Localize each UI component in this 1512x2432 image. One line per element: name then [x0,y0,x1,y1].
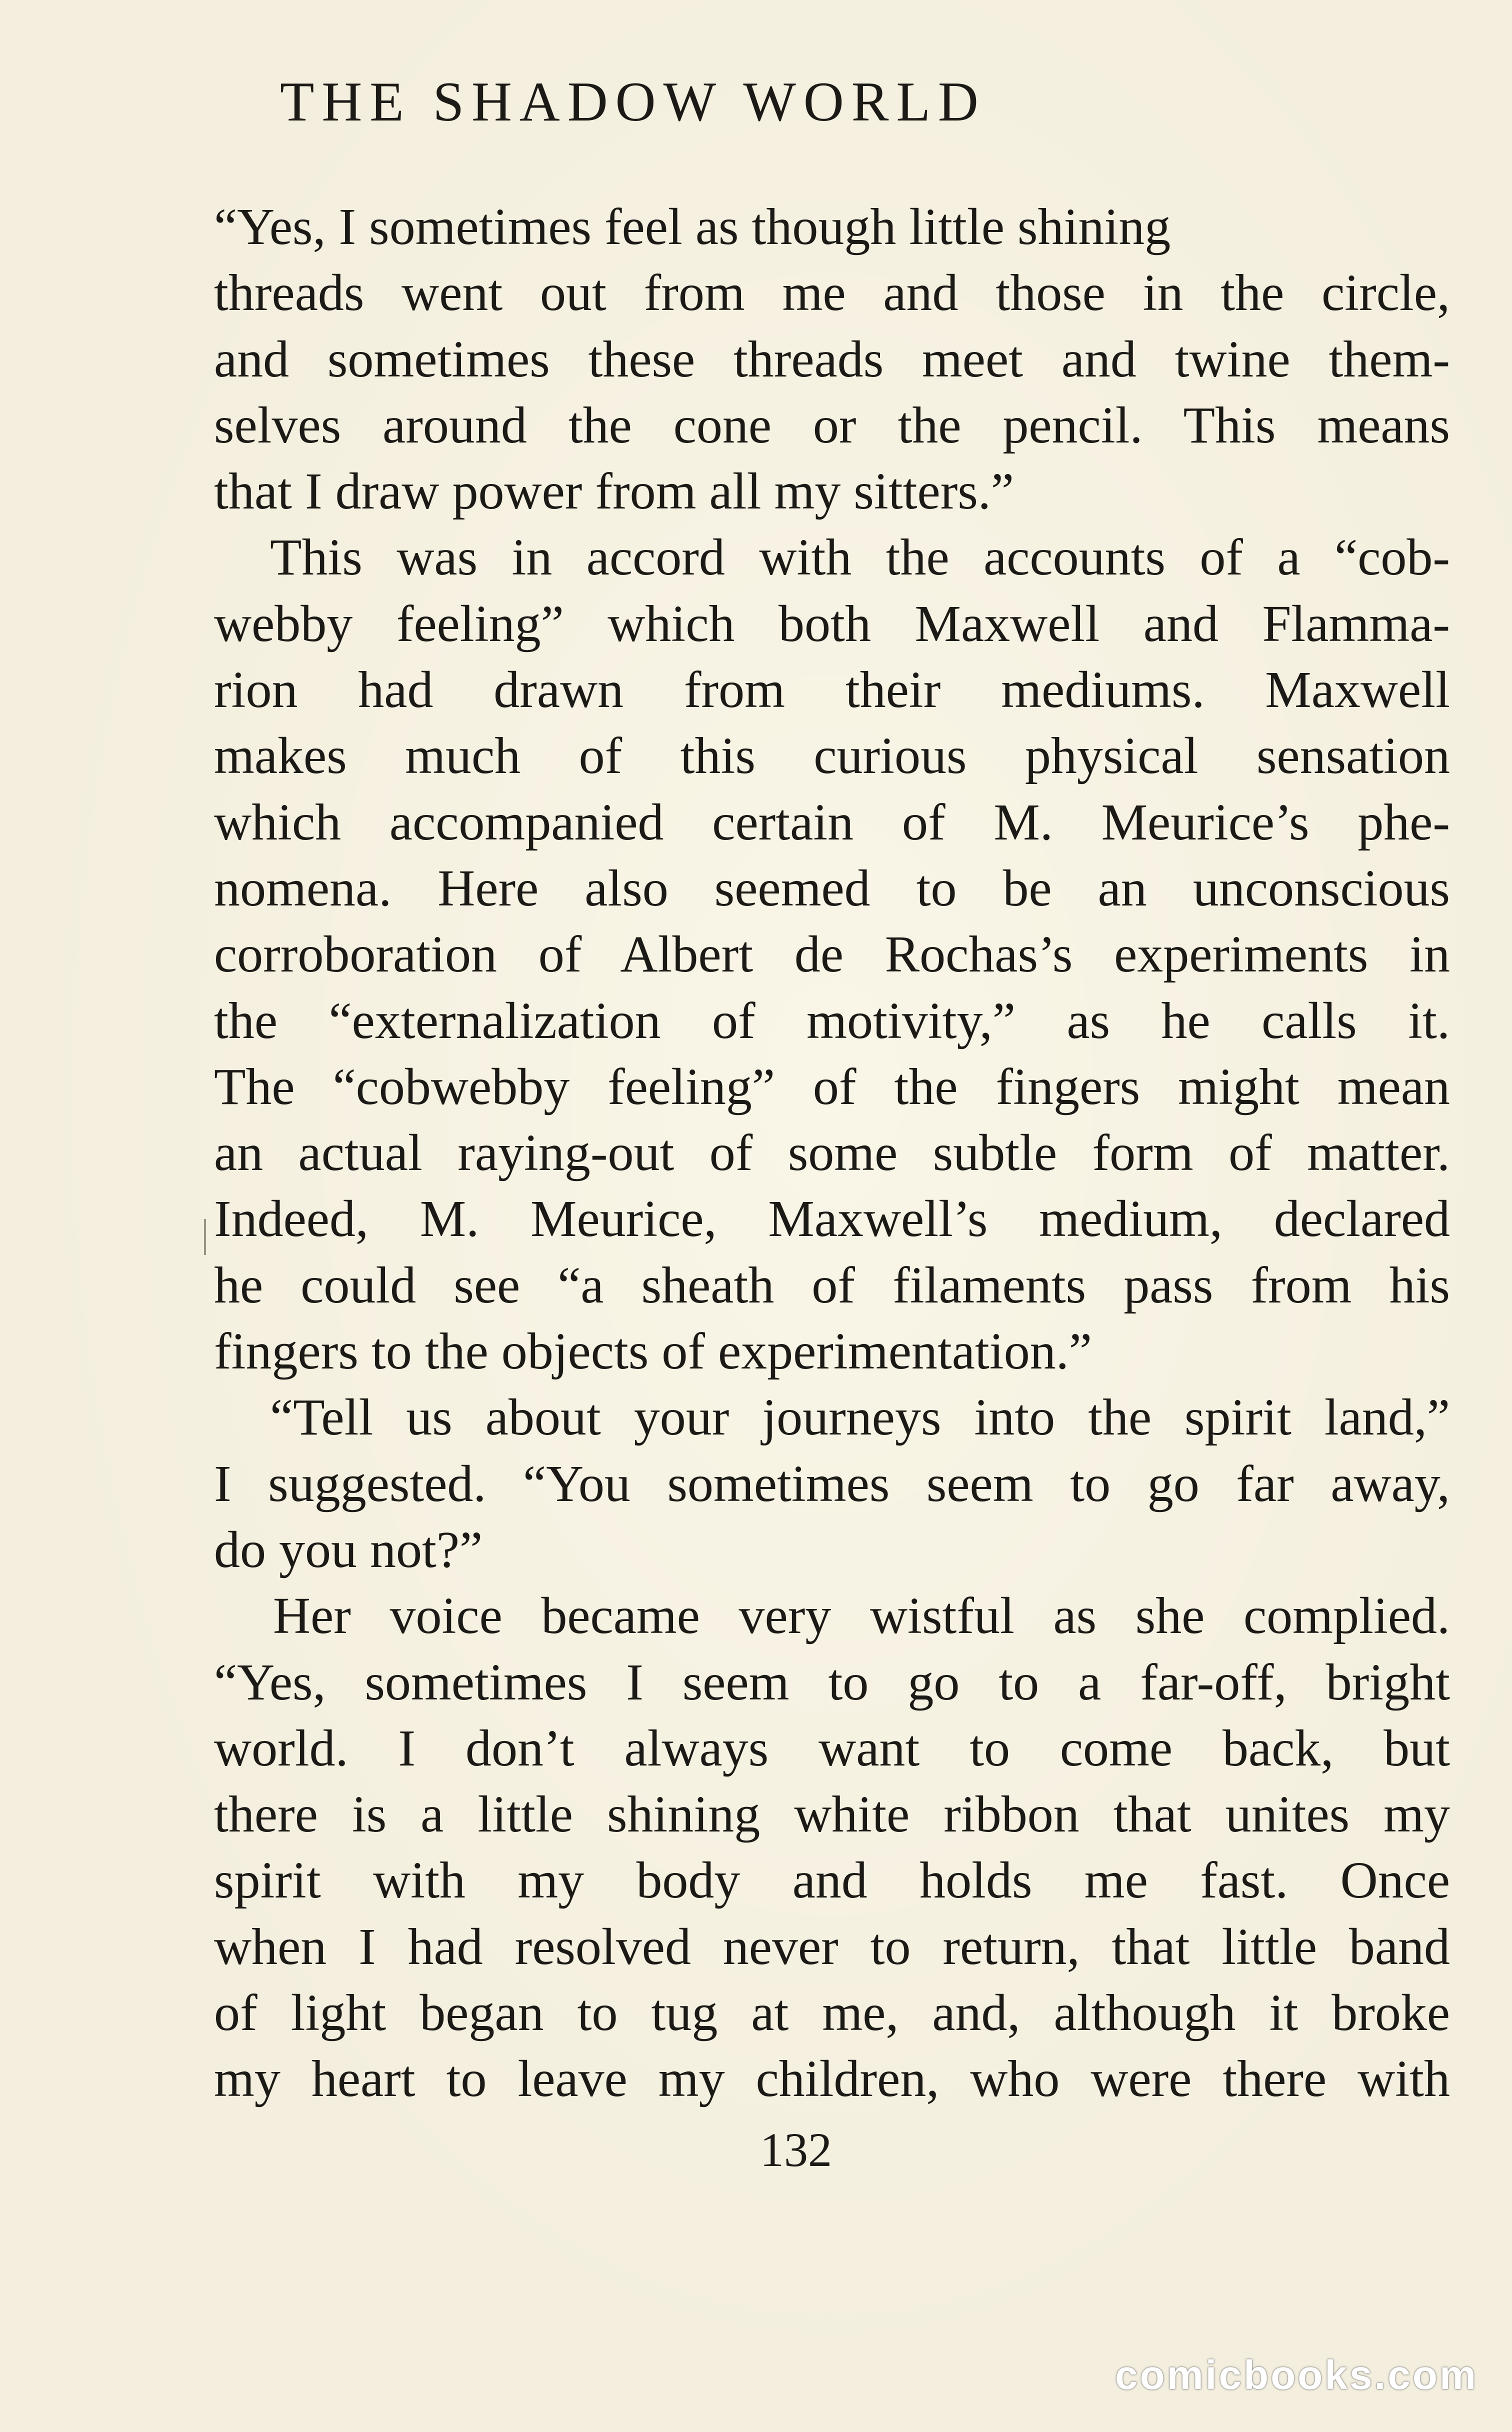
text-line: rion had drawn from their mediums. Maxwell [214,661,1450,719]
page-number: 132 [760,2123,832,2176]
text-line: do you not?” [214,1520,483,1578]
text-line: I suggested. “You sometimes seem to go far away, [214,1454,1450,1512]
text-line: “Tell us about your journeys into the spirit land,” [270,1388,1450,1446]
text-line: which accompanied certain of M. Meurice’s phe- [214,793,1450,851]
text-line: of light began to tug at me, and, although it broke [214,1984,1450,2042]
running-head: THE SHADOW WORLD [280,71,986,133]
text-line: The “cobwebby feeling” of the fingers might mean [214,1058,1450,1116]
text-line: webby feeling” which both Maxwell and Flamma- [214,594,1450,652]
text-line: there is a little shining white ribbon that unites my [214,1786,1450,1844]
text-line: Indeed, M. Meurice, Maxwell’s medium, declared [214,1190,1450,1248]
watermark: comicbooks.com [1115,2352,1478,2398]
body-text [214,194,1450,2112]
margin-mark [204,1219,206,1255]
text-line: world. I don’t always want to come back, but [214,1719,1450,1777]
text-line: spirit with my body and holds me fast. Once [214,1852,1450,1910]
text-line: “Yes, I sometimes feel as though little shining [214,198,1171,256]
text-line: makes much of this curious physical sensation [214,727,1450,785]
text-line: nomena. Here also seemed to be an unconscious [214,859,1450,917]
text-line: that I draw power from all my sitters.” [214,462,1014,520]
text-line: This was in accord with the accounts of a “cob- [270,528,1450,586]
text-line: my heart to leave my children, who were there with [214,2050,1450,2108]
text-line: the “externalization of motivity,” as he calls it. [214,992,1450,1050]
text-line: fingers to the objects of experimentation.” [214,1322,1092,1380]
text-line: threads went out from me and those in the circle, [214,264,1450,322]
text-line: “Yes, sometimes I seem to go to a far-off, bright [214,1653,1450,1711]
text-line: Her voice became very wistful as she complied. [273,1587,1450,1645]
text-line: he could see “a sheath of filaments pass from his [214,1256,1450,1314]
text-line: corroboration of Albert de Rochas’s experiments in [214,926,1450,984]
text-line: and sometimes these threads meet and twine them- [214,330,1450,388]
text-line: selves around the cone or the pencil. This means [214,396,1450,454]
text-line: when I had resolved never to return, that little band [214,1918,1450,1976]
text-line: an actual raying-out of some subtle form of matter. [214,1124,1450,1182]
